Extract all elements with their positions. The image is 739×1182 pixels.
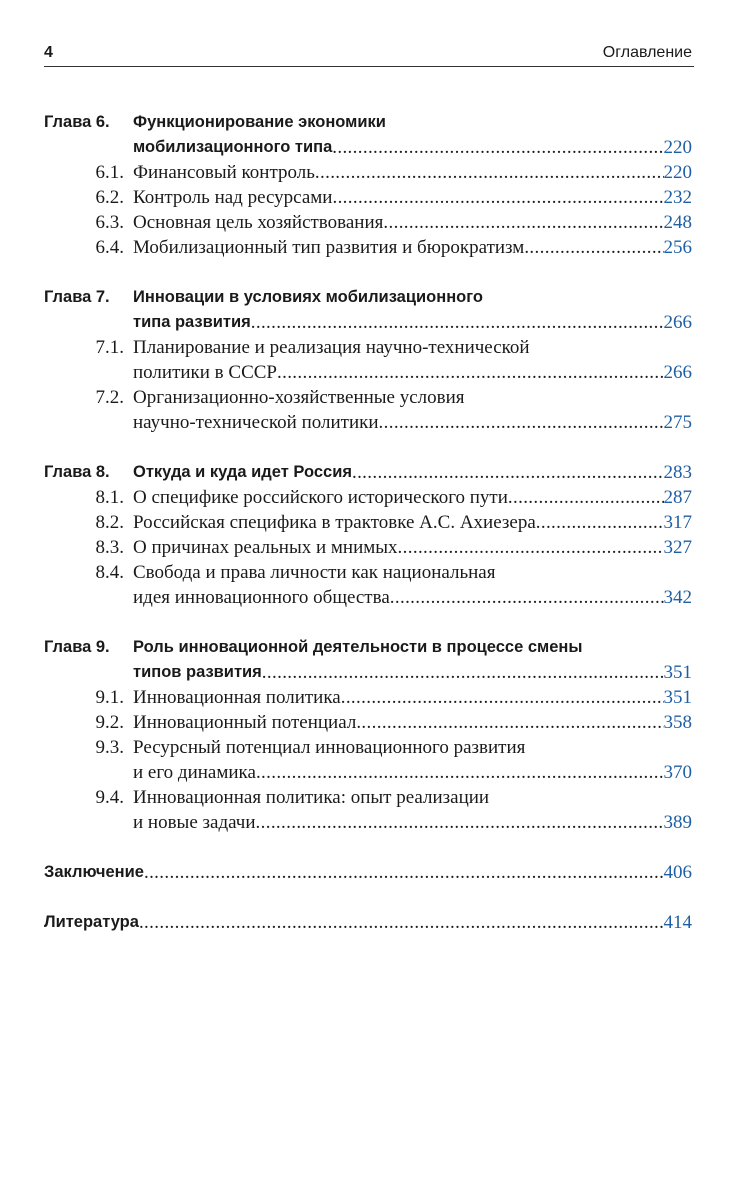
entry-title: Литература xyxy=(44,913,139,931)
entry-title: О причинах реальных и мнимых xyxy=(133,537,398,558)
entry-title: типов развития xyxy=(133,663,262,681)
entry-title: Инновационный потенциал xyxy=(133,712,357,733)
section-number: 8.4. xyxy=(95,562,124,583)
entry-text xyxy=(133,460,692,485)
dot-leader xyxy=(383,210,663,235)
section-line[interactable] xyxy=(44,360,692,385)
section-line[interactable] xyxy=(44,185,692,210)
entry-title: Планирование и реализация научно-технической xyxy=(133,337,530,358)
chapter-title-line[interactable] xyxy=(44,660,692,685)
dot-leader xyxy=(256,760,664,785)
entry-text xyxy=(133,160,692,185)
dot-leader xyxy=(352,460,664,485)
section-line[interactable] xyxy=(44,560,692,585)
page-link[interactable]: 351 xyxy=(663,662,692,683)
page-link[interactable]: 351 xyxy=(663,687,692,708)
entry-text xyxy=(133,185,692,210)
entry-title: Откуда и куда идет Россия xyxy=(133,463,352,481)
section-number: 6.2. xyxy=(95,187,124,208)
entry-title: Заключение xyxy=(44,863,144,881)
entry-title: Ресурсный потенциал инновационного развития xyxy=(133,737,526,758)
entry-title: научно-технической политики xyxy=(133,412,379,433)
entry-text xyxy=(133,760,692,785)
entry-title: типа развития xyxy=(133,313,251,331)
entry-text xyxy=(133,810,692,835)
section-number: 9.2. xyxy=(95,712,124,733)
section-line[interactable] xyxy=(44,210,692,235)
chapter-group xyxy=(44,635,692,835)
section-number: 7.2. xyxy=(95,387,124,408)
dot-leader xyxy=(332,135,663,160)
page-link[interactable]: 266 xyxy=(663,362,692,383)
chapter-title-line[interactable] xyxy=(44,635,692,660)
page-link[interactable]: 389 xyxy=(663,812,692,833)
section-line[interactable] xyxy=(44,710,692,735)
entry-title: и его динамика xyxy=(133,762,256,783)
page-link[interactable]: 317 xyxy=(663,512,692,533)
extra-group xyxy=(44,910,692,935)
section-line[interactable] xyxy=(44,485,692,510)
page-link[interactable]: 370 xyxy=(663,762,692,783)
entry-title: Финансовый контроль xyxy=(133,162,315,183)
entry-title: политики в СССР xyxy=(133,362,277,383)
dot-leader xyxy=(332,185,663,210)
entry-text xyxy=(44,860,692,885)
entry-text xyxy=(133,310,692,335)
entry-title: мобилизационного типа xyxy=(133,138,333,156)
dot-leader xyxy=(139,910,664,935)
entry-text xyxy=(133,560,692,585)
section-number: 9.4. xyxy=(95,787,124,808)
section-line[interactable] xyxy=(44,785,692,810)
page-link[interactable]: 220 xyxy=(663,137,692,158)
entry-text xyxy=(133,285,692,310)
section-number: 9.3. xyxy=(95,737,124,758)
entry-text xyxy=(133,710,692,735)
page-link[interactable]: 358 xyxy=(663,712,692,733)
dot-leader xyxy=(277,360,664,385)
entry-text xyxy=(133,135,692,160)
dot-leader xyxy=(379,410,664,435)
section-number: 6.3. xyxy=(95,212,124,233)
section-number: 8.2. xyxy=(95,512,124,533)
entry-text xyxy=(133,635,692,660)
entry-text xyxy=(133,360,692,385)
page-link[interactable]: 287 xyxy=(663,487,692,508)
page-link[interactable]: 406 xyxy=(663,862,692,883)
entry-title: Контроль над ресурсами xyxy=(133,187,333,208)
section-line[interactable] xyxy=(44,160,692,185)
entry-title: Мобилизационный тип развития и бюрократизм xyxy=(133,237,525,258)
dot-leader xyxy=(262,660,664,685)
entry-title: Российская специфика в трактовке А.С. Ахиезера xyxy=(133,512,536,533)
section-line[interactable] xyxy=(44,535,692,560)
entry-text xyxy=(133,535,692,560)
section-number: 9.1. xyxy=(95,687,124,708)
entry-text xyxy=(133,735,692,760)
page-header xyxy=(44,40,694,67)
chapter-label: Глава 9. xyxy=(44,638,110,656)
dot-leader xyxy=(390,585,664,610)
dot-leader xyxy=(536,510,664,535)
section-line[interactable] xyxy=(44,385,692,410)
entry-text xyxy=(133,410,692,435)
page-link[interactable]: 283 xyxy=(663,462,692,483)
page-link[interactable]: 266 xyxy=(663,312,692,333)
entry-title: Инновационная политика xyxy=(133,687,341,708)
section-number: 7.1. xyxy=(95,337,124,358)
section-line[interactable] xyxy=(44,510,692,535)
dot-leader xyxy=(524,235,663,260)
page-link[interactable]: 327 xyxy=(663,537,692,558)
section-line[interactable] xyxy=(44,810,692,835)
entry-title: идея инновационного общества xyxy=(133,587,390,608)
chapter-label: Глава 8. xyxy=(44,463,110,481)
running-title: Оглавление xyxy=(602,44,692,61)
entry-text xyxy=(133,585,692,610)
dot-leader xyxy=(251,310,664,335)
entry-text xyxy=(133,510,692,535)
entry-text xyxy=(44,910,692,935)
chapter-group xyxy=(44,110,692,260)
page-link[interactable]: 232 xyxy=(663,187,692,208)
extra-group xyxy=(44,860,692,885)
dot-leader xyxy=(144,860,664,885)
section-line[interactable] xyxy=(44,735,692,760)
page-link[interactable]: 256 xyxy=(663,237,692,258)
page-link[interactable]: 248 xyxy=(663,212,692,233)
section-line[interactable] xyxy=(44,685,692,710)
dot-leader xyxy=(398,535,664,560)
chapter-title-line[interactable] xyxy=(44,285,692,310)
entry-title: Основная цель хозяйствования xyxy=(133,212,384,233)
page-link[interactable]: 342 xyxy=(663,587,692,608)
entry-text xyxy=(133,660,692,685)
entry-text xyxy=(133,210,692,235)
section-line[interactable] xyxy=(44,235,692,260)
dot-leader xyxy=(508,485,664,510)
entry-text xyxy=(133,685,692,710)
chapter-label: Глава 7. xyxy=(44,288,110,306)
page-link[interactable]: 220 xyxy=(663,162,692,183)
chapter-label: Глава 6. xyxy=(44,113,110,131)
section-number: 8.3. xyxy=(95,537,124,558)
chapter-title-line[interactable] xyxy=(44,460,692,485)
entry-text xyxy=(133,335,692,360)
dot-leader xyxy=(356,710,663,735)
entry-text xyxy=(133,485,692,510)
entry-text xyxy=(133,235,692,260)
section-line[interactable] xyxy=(44,410,692,435)
page-number: 4 xyxy=(44,44,53,61)
section-number: 8.1. xyxy=(95,487,124,508)
entry-title: Свобода и права личности как национальная xyxy=(133,562,496,583)
chapter-group xyxy=(44,460,692,610)
dot-leader xyxy=(341,685,664,710)
entry-text xyxy=(133,385,692,410)
entry-title: Инновации в условиях мобилизационного xyxy=(133,288,483,306)
entry-title: Организационно-хозяйственные условия xyxy=(133,387,465,408)
chapter-title-line[interactable] xyxy=(44,135,692,160)
extra-entry[interactable] xyxy=(44,910,692,935)
chapter-title-line[interactable] xyxy=(44,310,692,335)
entry-text xyxy=(133,110,692,135)
entry-title: Роль инновационной деятельности в процессе смены xyxy=(133,638,583,656)
chapter-title-line[interactable] xyxy=(44,110,692,135)
section-number: 6.4. xyxy=(95,237,124,258)
entry-title: и новые задачи xyxy=(133,812,256,833)
chapter-group xyxy=(44,285,692,435)
entry-title: О специфике российского исторического пути xyxy=(133,487,508,508)
section-line[interactable] xyxy=(44,335,692,360)
page-link[interactable]: 275 xyxy=(663,412,692,433)
section-number: 6.1. xyxy=(95,162,124,183)
table-of-contents xyxy=(44,110,692,960)
extra-entry[interactable] xyxy=(44,860,692,885)
section-line[interactable] xyxy=(44,585,692,610)
dot-leader xyxy=(256,810,664,835)
entry-text xyxy=(133,785,692,810)
dot-leader xyxy=(315,160,664,185)
page-link[interactable]: 414 xyxy=(663,912,692,933)
entry-title: Инновационная политика: опыт реализации xyxy=(133,787,490,808)
section-line[interactable] xyxy=(44,760,692,785)
entry-title: Функционирование экономики xyxy=(133,113,386,131)
